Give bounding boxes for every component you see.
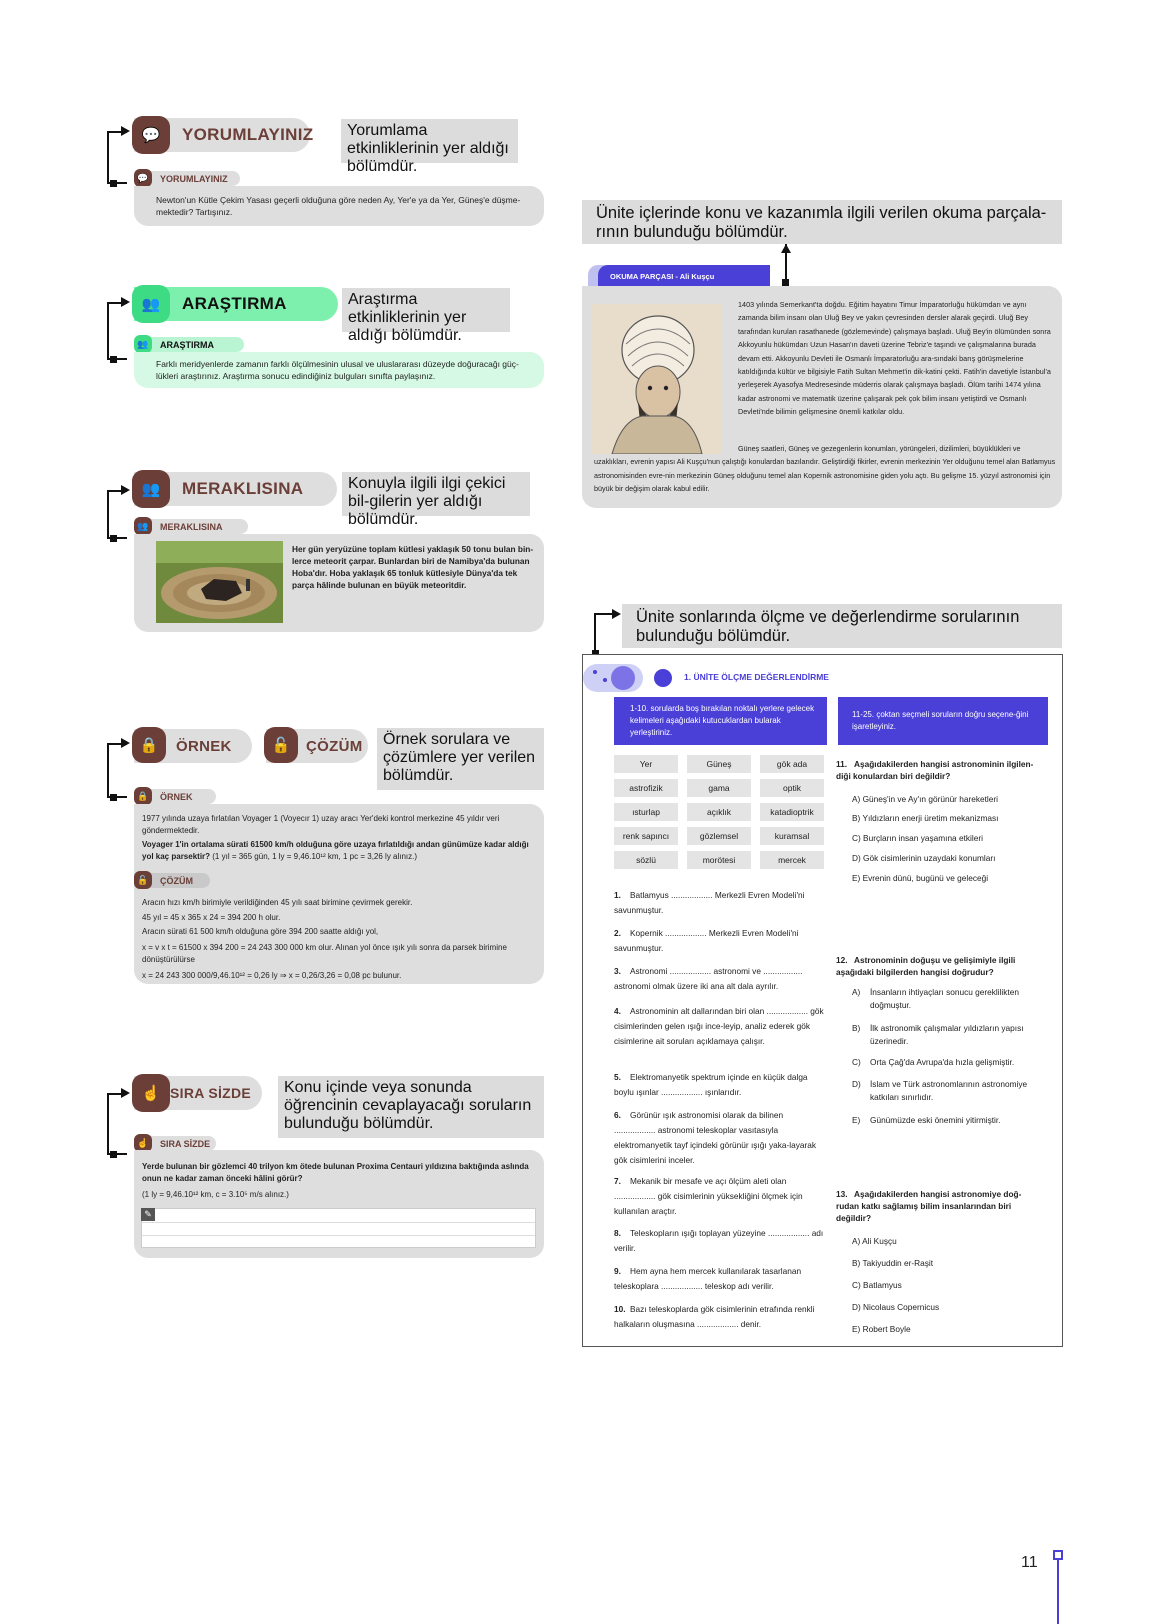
- lock-small-icon: 🔒: [134, 787, 152, 805]
- arrow: [121, 1088, 130, 1098]
- question-text: Teleskopların ışığı toplayan yüzeyine .................. adı verilir.: [614, 1228, 824, 1253]
- arastirma-small-header: ARAŞTIRMA: [136, 337, 244, 352]
- arrow: [121, 126, 130, 136]
- question-number: 2.: [614, 928, 621, 938]
- arastirma-callout: Araştırma etkinliklerinin yer aldığı bölümdür.: [342, 288, 510, 332]
- answer-area[interactable]: [141, 1208, 536, 1248]
- question-text: Görünür ışık astronomisi olarak da bilinen .................. astronomi teleskoplar vasıtasıyla elektromanyetik tayf içindeki görünür ışığı yaka-layarak gök cisimlerini inceler.: [614, 1110, 816, 1165]
- meraklisina-small-header: MERAKLISINA: [136, 519, 248, 534]
- question-number: 10.: [614, 1304, 626, 1314]
- ornek-callout: Örnek sorulara ve çözümlere yer verilen bölümdür.: [377, 728, 544, 790]
- word-cell: Güneş: [687, 755, 751, 773]
- option-letter: E): [852, 1115, 861, 1125]
- answer-line: [142, 1235, 535, 1236]
- question-text: Mekanik bir mesafe ve açı ölçüm aleti olan .................. gök cisimlerinin yüksekliğini ölçmek için kullanılan araçtır.: [614, 1176, 803, 1216]
- okuma-tab: OKUMA PARÇASI - Ali Kuşçu: [598, 265, 770, 286]
- degerlendirme-arrow-h: [594, 613, 614, 615]
- page-marker-box: [1053, 1550, 1063, 1560]
- bracket-end: [782, 279, 789, 286]
- ali-kuscu-portrait: [592, 304, 721, 454]
- meteorite-image: [156, 541, 283, 623]
- option-text: İlk astronomik çalışmalar yıldızların yapısı üzerinedir.: [870, 1023, 1024, 1046]
- yorumlayiniz-callout: Yorumlama etkinliklerinin yer aldığı bölümdür.: [341, 119, 518, 163]
- question-7: [614, 1174, 826, 1219]
- cozum-line: x = 24 243 300 000/9,46.10¹² = 0,26 ly ⇒ x = 0,26/3,26 = 0,08 pc bulunur.: [142, 970, 402, 980]
- ornek-header: ÖRNEK: [134, 729, 252, 763]
- arrow: [781, 244, 791, 253]
- option-text: Orta Çağ'da Avrupa'da hızla gelişmiştir.: [870, 1057, 1015, 1067]
- question-text: Aşağıdakilerden hangisi astronomiye doğ-rudan katkı sağlamış bilim insanlarından biri değildir?: [836, 1189, 1022, 1223]
- sira-sizde-small-header: SIRA SİZDE: [136, 1136, 216, 1151]
- question-number: 12.: [836, 955, 848, 965]
- word-cell: sözlü: [614, 851, 678, 869]
- cozum-line: 45 yıl = 45 x 365 x 24 = 394 200 h olur.: [142, 912, 281, 922]
- question-text: Kopernik .................. Merkezli Evren Modeli'ni savunmuştur.: [614, 928, 799, 953]
- question-text: Astronominin doğuşu ve gelişimiyle ilgili aşağıdaki bilgilerden hangisi doğrudur?: [836, 955, 1016, 977]
- question-number: 7.: [614, 1176, 621, 1186]
- question-text: Astronomi .................. astronomi ve ................. astronomi olmak üzere iki ana alt dala ayrılır.: [614, 966, 803, 991]
- fingerprint-small-icon: ☝: [134, 1134, 152, 1152]
- cozum-line: Aracın hızı km/h birimiyle verildiğinden 45 yılı saat birimine çevirmek gerekir.: [142, 898, 413, 907]
- ornek-given: (1 yıl = 365 gün, 1 ly = 9,46.10¹² km, 1 pc = 3,26 ly alınız.): [210, 852, 418, 861]
- question-13: [836, 1188, 1044, 1224]
- question-number: 8.: [614, 1228, 621, 1238]
- word-cell: katadioptrik: [760, 803, 824, 821]
- fingerprint-icon: ☝: [132, 1074, 170, 1112]
- q12-option[interactable]: [852, 1078, 1042, 1104]
- degerlendirme-callout: Ünite sonlarında ölçme ve değerlendirme sorularının bulunduğu bölümdür.: [622, 604, 1062, 648]
- q13-option[interactable]: B) Takiyuddin er-Raşit: [852, 1258, 934, 1268]
- word-cell: kuramsal: [760, 827, 824, 845]
- bracket-end: [110, 794, 117, 801]
- cozum-line: Aracın sürati 61 500 km/h olduğuna göre 394 200 saatte aldığı yol,: [142, 927, 379, 936]
- q13-option[interactable]: E) Robert Boyle: [852, 1324, 911, 1334]
- q11-option[interactable]: D) Gök cisimlerinin uzaydaki konumları: [852, 853, 996, 863]
- word-cell: gözlemsel: [687, 827, 751, 845]
- word-cell: optik: [760, 779, 824, 797]
- q12-option[interactable]: [852, 1022, 1042, 1048]
- page-number: 11: [1021, 1554, 1038, 1571]
- question-number: 3.: [614, 966, 621, 976]
- unlock-small-icon: 🔓: [134, 871, 152, 889]
- meraklisina-header: MERAKLISINA: [134, 472, 337, 506]
- meraklisina-callout: Konuyla ilgili ilgi çekici bil-gilerin yer aldığı bölümdür.: [342, 472, 530, 516]
- page-marker-line: [1057, 1560, 1059, 1624]
- arastirma-box: Farklı meridyenlerde zamanın farklı ölçülmesinin ulusal ve uluslararası düzeyde doğuracağı güç-lükleri araştırınız. Araştırma sonucu edindiğiniz bulguları sınıfta paylaşınız.: [134, 352, 544, 388]
- q11-option[interactable]: B) Yıldızların enerji üretim mekanizması: [852, 813, 999, 823]
- question-number: 5.: [614, 1072, 621, 1082]
- option-letter: D): [852, 1079, 861, 1089]
- answer-line: [142, 1222, 535, 1223]
- q12-option[interactable]: [852, 1114, 1042, 1127]
- comment-small-icon: 💬: [134, 169, 152, 187]
- degerlendirme-arrow-v: [594, 613, 596, 655]
- question-text: Astronominin alt dallarından biri olan .................. gök cisimlerinden gelen ışığı ince-leyip, analiz ederek gök cisimlerine ait soruları açıklamaya çalışır.: [614, 1006, 824, 1046]
- sira-sizde-question: Yerde bulunan bir gözlemci 40 trilyon km ötede bulunan Proxima Centauri yıldızına baktığında aslında onun ne kadar zaman önceki hâlini görür?: [142, 1162, 529, 1183]
- arrow: [121, 485, 130, 495]
- q13-option[interactable]: A) Ali Kuşçu: [852, 1236, 897, 1246]
- question-number: 9.: [614, 1266, 621, 1276]
- question-12: [836, 954, 1044, 978]
- ornek-small-header: ÖRNEK: [136, 789, 216, 804]
- okuma-p1: 1403 yılında Semerkant'ta doğdu. Eğitim hayatını Timur İmparatorluğu hükümdarı ve aynı zamanda bilim insanı olan Uluğ Bey ve yakın çevresinden dersler alarak geçirdi. Uluğ Bey tarafından kurulan rasathanede (gözlemevinde) çalışmaya başladı. Uluğ Bey'in ölümünden sonra Akkoyunlu hükümdarı Uzun Hasan'ın daveti üzerine Tebriz'e taşındı ve çalışmalarına burada devam etti. Akkoyunlu Devleti ile Osmanlı İmparatorluğu ara-sındaki barış görüşmelerine katıldığında kültür ve bilgisiyle Fatih Sultan Mehmet'in dik-katini çekti. Fatih'in davetiyle İstanbul'a yerleşerek Ayasofya Medresesinde müderris olarak çalışmaya başladı. Ölüm tarihi 1474 yılına kadar astronomi ve matematik üzerine çalışarak pek çok bilim insanı yetiştirdi ve Osmanlı Devleti'nde bilimin gelişmesine önemli katkılar oldu.: [738, 300, 1051, 417]
- unlock-icon: 🔓: [264, 727, 298, 763]
- q11-option[interactable]: C) Burçların insan yaşamına etkileri: [852, 833, 983, 843]
- q13-option[interactable]: D) Nicolaus Copernicus: [852, 1302, 940, 1312]
- question-number: 4.: [614, 1006, 621, 1016]
- sira-sizde-callout: Konu içinde veya sonunda öğrencinin cevaplayacağı soruların bulunduğu bölümdür.: [278, 1076, 544, 1138]
- option-letter: B): [852, 1023, 861, 1033]
- bracket-line: [107, 1093, 127, 1155]
- arrow: [121, 297, 130, 307]
- word-cell: renk sapıncı: [614, 827, 678, 845]
- question-number: 11.: [836, 759, 848, 769]
- option-text: İslam ve Türk astronomlarının astronomiye katkıları sınırlıdır.: [870, 1079, 1028, 1102]
- question-text: Elektromanyetik spektrum içinde en küçük dalga boylu ışınlar .................. ışınlarıdır.: [614, 1072, 808, 1097]
- okuma-p2: Güneş saatleri, Güneş ve gezegenlerin konumları, yörüngeleri, dizilimleri, büyüklükleri ve uzaklıkları, evrenin yapısı Ali Kuşçu'nun çalıştığı konulardan bazılarıdır. Geliştirdiği fikirler, evrenin merkezinin Yer olduğunu temel alan Batlamyus astronomisinden evre-nin merkezinin Güneş olduğunu temel alan Kopernik astronomisine giden yolu açtı. Bu gelişme 15. yüzyıl astronomisi için büyük bir değişim olarak kabul edilir.: [594, 444, 1056, 494]
- arrow: [612, 609, 621, 619]
- q11-option[interactable]: A) Güneş'in ve Ay'ın görünür hareketleri: [852, 794, 998, 804]
- arrow: [121, 738, 130, 748]
- bracket-line: [107, 302, 127, 360]
- ornek-question: Voyager 1'in ortalama sürati 61500 km/h olduğuna göre uzaya fırlatıldığı andan günümüze kadar aldığı yol kaç parsektir?: [142, 840, 529, 861]
- question-5: [614, 1070, 826, 1100]
- sira-sizde-given: (1 ly = 9,46.10¹² km, c = 3.10⁵ m/s alınız.): [142, 1190, 289, 1199]
- question-2: [614, 926, 826, 956]
- cozum-small-header: ÇÖZÜM: [136, 873, 210, 888]
- bracket-line: [107, 131, 127, 184]
- yorumlayiniz-box: Newton'un Kütle Çekim Yasası geçerli olduğuna göre neden Ay, Yer'e ya da Yer, Güneş'e düşme-mektedir? Tartışınız.: [134, 186, 544, 226]
- word-cell: mercek: [760, 851, 824, 869]
- bracket-line: [107, 743, 127, 798]
- ornek-text1: 1977 yılında uzaya fırlatılan Voyager 1 (Voyecır 1) uzay aracı Yer'deki kontrol merkezine 45 yıldır veri göndermektedir.: [142, 814, 500, 835]
- bracket-end: [110, 356, 117, 363]
- yorumlayiniz-header: YORUMLAYINIZ: [134, 118, 310, 152]
- research-icon: 👥: [132, 285, 170, 323]
- instruction-left: 1-10. sorularda boş bırakılan noktalı yerlere gelecek kelimeleri aşağıdaki kutucuklardan bularak yerleştiriniz.: [614, 697, 827, 745]
- meraklisina-text: Her gün yeryüzüne toplam kütlesi yaklaşık 50 tonu bulan bin-lerce meteorit çarpar. Bunlardan biri de Namibya'da bulunan Hoba'dır. Hoba yaklaşık 65 tonluk kütlesiyle Dünya'da tek parça hâlinde bulunan en büyük meteoritdir.: [292, 544, 534, 590]
- comment-icon: 💬: [132, 116, 170, 154]
- sira-sizde-header: SIRA SİZDE: [134, 1076, 262, 1110]
- pencil-icon: ✎: [141, 1208, 155, 1221]
- bracket-line: [107, 490, 127, 539]
- question-9: [614, 1264, 826, 1294]
- option-text: İnsanların ihtiyaçları sonucu gereklilikten doğmuştur.: [870, 987, 1019, 1010]
- cozum-lines: [142, 896, 538, 983]
- q13-option[interactable]: C) Batlamyus: [852, 1280, 902, 1290]
- q12-option[interactable]: [852, 986, 1042, 1012]
- word-bank: [614, 755, 827, 871]
- cozum-line: x = v x t = 61500 x 394 200 = 24 243 300 000 km olur. Alınan yol önce ışık yılı sonra da parsek birimine dönüştürülürse: [142, 942, 507, 964]
- curious-small-icon: 👥: [134, 517, 152, 535]
- question-11: [836, 758, 1044, 782]
- option-letter: C): [852, 1057, 861, 1067]
- word-cell: ısturlap: [614, 803, 678, 821]
- word-cell: Yer: [614, 755, 678, 773]
- question-text: Aşağıdakilerden hangisi astronominin ilgilen-diği konulardan biri değildir?: [836, 759, 1034, 781]
- word-cell: gama: [687, 779, 751, 797]
- word-cell: astrofizik: [614, 779, 678, 797]
- bracket-end: [110, 535, 117, 542]
- arastirma-header: ARAŞTIRMA: [134, 287, 338, 321]
- question-text: Bazı teleskoplarda gök cisimlerinin etrafında renkli halkaların oluşmasına .................. denir.: [614, 1304, 815, 1329]
- q11-option[interactable]: E) Evrenin dünü, bugünü ve geleceği: [852, 873, 989, 883]
- question-10: [614, 1302, 826, 1332]
- question-8: [614, 1226, 826, 1256]
- question-4: [614, 1004, 826, 1049]
- lock-icon: 🔒: [132, 727, 166, 763]
- instruction-right: 11-25. çoktan seçmeli soruların doğru seçene-ğini işaretleyiniz.: [838, 697, 1048, 745]
- question-1: [614, 888, 826, 918]
- option-letter: A): [852, 987, 861, 997]
- yorumlayiniz-small-header: YORUMLAYINIZ: [136, 171, 240, 186]
- curious-icon: 👥: [132, 470, 170, 508]
- question-text: Batlamyus .................. Merkezli Evren Modeli'ni savunmuştur.: [614, 890, 805, 915]
- word-cell: morötesi: [687, 851, 751, 869]
- ornek-text2: [142, 839, 538, 863]
- okuma-callout: Ünite içlerinde konu ve kazanımla ilgili verilen okuma parçala-rının bulunduğu bölümdür.: [582, 200, 1062, 244]
- question-3: [614, 964, 826, 994]
- question-number: 6.: [614, 1110, 621, 1120]
- option-text: Günümüzde eski önemini yitirmiştir.: [870, 1115, 1001, 1125]
- question-6: [614, 1108, 826, 1168]
- question-number: 13.: [836, 1189, 848, 1199]
- word-cell: açıklık: [687, 803, 751, 821]
- degerlendirme-decor: [583, 664, 683, 692]
- cozum-header: ÇÖZÜM: [266, 729, 368, 763]
- q12-option[interactable]: [852, 1056, 1042, 1069]
- word-cell: gök ada: [760, 755, 824, 773]
- research-small-icon: 👥: [134, 335, 152, 353]
- question-number: 1.: [614, 890, 621, 900]
- bracket-end: [110, 180, 117, 187]
- bracket-end: [110, 1151, 117, 1158]
- degerlendirme-title: 1. ÜNİTE ÖLÇME DEĞERLENDİRME: [684, 672, 829, 682]
- question-text: Hem ayna hem mercek kullanılarak tasarlanan teleskoplara .................. teleskop adı verilir.: [614, 1266, 802, 1291]
